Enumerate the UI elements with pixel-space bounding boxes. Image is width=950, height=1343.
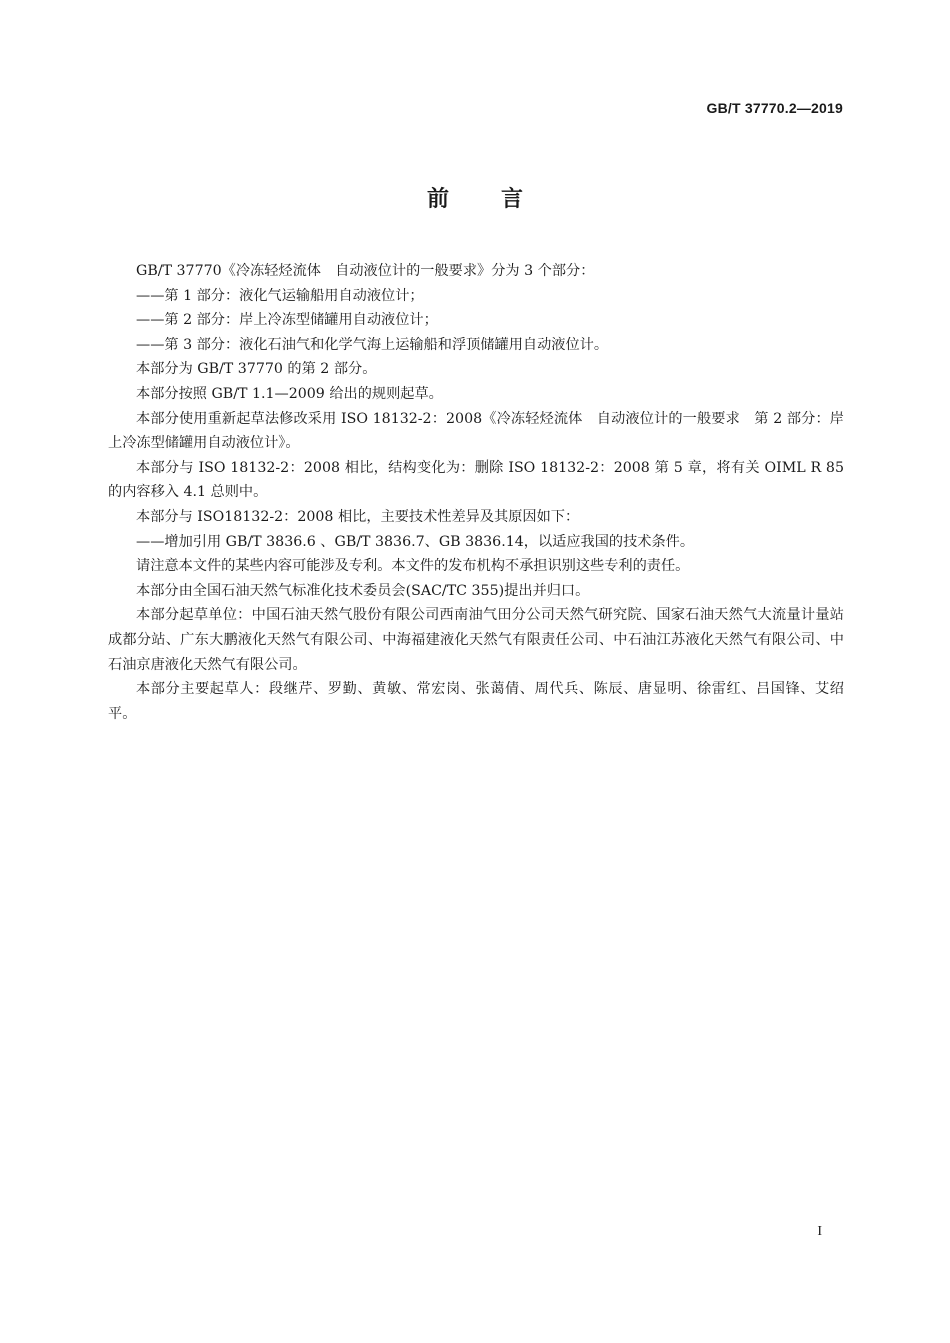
- paragraph-adoption: 本部分使用重新起草法修改采用 ISO 18132-2：2008《冷冻轻烃流体 自动液位计的一般要求 第 2 部分：岸上冷冻型储罐用自动液位计》。: [108, 410, 844, 452]
- paragraph-intro: GB/T 37770《冷冻轻烃流体 自动液位计的一般要求》分为 3 个部分：: [136, 263, 595, 279]
- paragraph-patent-notice: 请注意本文件的某些内容可能涉及专利。本文件的发布机构不承担识别这些专利的责任。: [136, 558, 690, 575]
- paragraph-drafting-units: 本部分起草单位：中国石油天然气股份有限公司西南油气田分公司天然气研究院、国家石油天然气大流量计量站成都分站、广东大鹏液化天然气有限公司、中海福建液化天然气有限责任公司、中石油江苏液化天然气有限公司、中石油京唐液化天然气有限公司。: [108, 607, 844, 673]
- foreword-body: [108, 259, 844, 726]
- page-number: I: [817, 1224, 822, 1239]
- list-item-part2: ——第 2 部分：岸上冷冻型储罐用自动液位计；: [136, 312, 438, 329]
- paragraph-proposer: 本部分由全国石油天然气标准化技术委员会(SAC/TC 355)提出并归口。: [136, 582, 590, 599]
- paragraph-structure-changes: 本部分与 ISO 18132-2：2008 相比，结构变化为：删除 ISO 18132-2：2008 第 5 章，将有关 OIML R 85 的内容移入 4.1 总则中。: [108, 459, 844, 501]
- page-title: [0, 182, 950, 213]
- list-item-difference: ——增加引用 GB/T 3836.6 、GB/T 3836.7、GB 3836.14，以适应我国的技术条件。: [136, 533, 695, 550]
- paragraph-drafters: 本部分主要起草人：段继芹、罗勤、黄敏、常宏岗、张蔼倩、周代兵、陈辰、唐显明、徐雷红、吕国锋、艾绍平。: [108, 681, 844, 722]
- title-char-2: 言: [501, 187, 524, 212]
- standard-number: GB/T 37770.2—2019: [706, 100, 843, 116]
- list-item-part1: ——第 1 部分：液化气运输船用自动液位计；: [136, 287, 424, 304]
- title-char-1: 前: [426, 187, 449, 212]
- paragraph-technical-differences: 本部分与 ISO18132-2：2008 相比，主要技术性差异及其原因如下：: [136, 508, 580, 525]
- paragraph-drafting-rules: 本部分按照 GB/T 1.1—2009 给出的规则起草。: [136, 385, 443, 402]
- paragraph-part-statement: 本部分为 GB/T 37770 的第 2 部分。: [136, 361, 377, 378]
- list-item-part3: ——第 3 部分：液化石油气和化学气海上运输船和浮顶储罐用自动液位计。: [136, 336, 609, 353]
